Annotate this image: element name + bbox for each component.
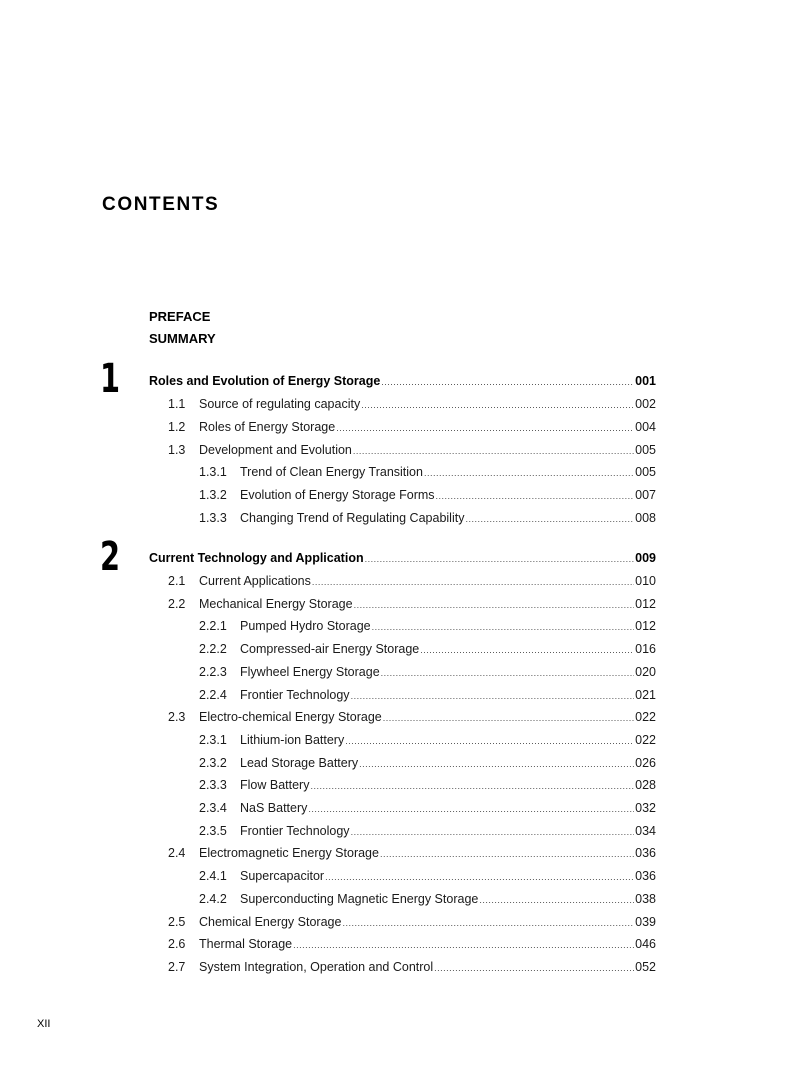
toc-number: 2.4.1 xyxy=(199,869,227,884)
toc-leader-dots xyxy=(325,868,634,885)
front-matter-summary[interactable]: SUMMARY xyxy=(149,331,216,346)
toc-leader-dots xyxy=(361,396,634,413)
toc-number: 2.3.2 xyxy=(199,755,227,770)
toc-subsection-row[interactable] xyxy=(199,464,656,481)
toc-section-row[interactable] xyxy=(168,573,656,590)
toc-title: Current Applications xyxy=(199,574,311,588)
toc-page: 001 xyxy=(635,374,656,388)
toc-number: 2.3.5 xyxy=(199,823,227,838)
toc-leader-dots xyxy=(434,959,634,976)
toc-leader-dots xyxy=(308,800,634,817)
toc-leader-dots xyxy=(342,914,634,931)
toc-page: 004 xyxy=(635,419,656,434)
toc-section-row[interactable] xyxy=(168,442,656,459)
toc-title: System Integration, Operation and Control xyxy=(199,959,434,974)
toc-leader-dots xyxy=(351,687,635,704)
toc-leader-dots xyxy=(380,845,634,862)
toc-section-row[interactable] xyxy=(168,845,656,862)
toc-number: 2.6 xyxy=(168,937,186,952)
toc-leader-dots xyxy=(381,373,634,390)
toc-subsection-row[interactable] xyxy=(199,891,656,908)
toc-title: Supercapacitor xyxy=(240,869,325,884)
toc-number: 1.1 xyxy=(168,397,186,411)
toc-subsection-row[interactable] xyxy=(199,800,656,817)
toc-leader-dots xyxy=(465,510,634,527)
toc-leader-dots xyxy=(365,550,635,567)
toc-page: 046 xyxy=(635,937,656,952)
toc-title: Frontier Technology xyxy=(240,687,350,702)
toc-subsection-row[interactable] xyxy=(199,732,656,749)
front-matter-preface[interactable]: PREFACE xyxy=(149,309,211,324)
toc-section-row[interactable] xyxy=(168,396,656,413)
toc-leader-dots xyxy=(424,464,634,481)
toc-title: Evolution of Energy Storage Forms xyxy=(240,488,435,502)
toc-leader-dots xyxy=(351,823,635,840)
toc-title: Mechanical Energy Storage xyxy=(199,596,353,611)
toc-number: 2.4.2 xyxy=(199,891,227,906)
page-number: XII xyxy=(37,1018,51,1030)
toc-page: 022 xyxy=(635,732,656,747)
toc-page: 026 xyxy=(635,755,656,770)
toc-page: 028 xyxy=(635,778,656,793)
toc-page: 020 xyxy=(635,664,656,679)
toc-section-row[interactable] xyxy=(168,596,656,613)
toc-page: 005 xyxy=(635,442,656,457)
chapter-number: 1 xyxy=(100,356,120,402)
toc-title: Frontier Technology xyxy=(240,823,350,838)
toc-chapter-row[interactable] xyxy=(149,550,656,567)
toc-page: 021 xyxy=(635,687,656,702)
toc-number: 1.3.2 xyxy=(199,488,227,502)
toc-page: 010 xyxy=(635,574,656,588)
toc-leader-dots xyxy=(310,777,634,794)
chapter-number: 2 xyxy=(100,534,120,580)
toc-title: Electromagnetic Energy Storage xyxy=(199,846,379,861)
toc-number: 1.3.3 xyxy=(199,510,227,525)
toc-title: Lead Storage Battery xyxy=(240,755,359,770)
toc-leader-dots xyxy=(345,732,634,749)
toc-title: Flow Battery xyxy=(240,778,310,793)
toc-title: Lithium-ion Battery xyxy=(240,732,345,747)
toc-subsection-row[interactable] xyxy=(199,510,656,527)
toc-page: 005 xyxy=(635,465,656,480)
toc-subsection-row[interactable] xyxy=(199,687,656,704)
toc-number: 2.3.1 xyxy=(199,732,227,747)
toc-page: 036 xyxy=(635,869,656,884)
toc-page: 022 xyxy=(635,710,656,725)
toc-leader-dots xyxy=(479,891,634,908)
toc-page: 012 xyxy=(635,619,656,634)
toc-leader-dots xyxy=(372,618,635,635)
toc-subsection-row[interactable] xyxy=(199,823,656,840)
toc-title: Roles of Energy Storage xyxy=(199,419,336,434)
toc-title: Pumped Hydro Storage xyxy=(240,619,371,634)
toc-subsection-row[interactable] xyxy=(199,868,656,885)
toc-page: 007 xyxy=(635,488,656,502)
toc-subsection-row[interactable] xyxy=(199,664,656,681)
toc-number: 1.2 xyxy=(168,419,186,434)
toc-number: 2.7 xyxy=(168,959,186,974)
toc-subsection-row[interactable] xyxy=(199,641,656,658)
toc-section-row[interactable] xyxy=(168,914,656,931)
toc-subsection-row[interactable] xyxy=(199,487,656,504)
toc-page: 052 xyxy=(635,959,656,974)
toc-leader-dots xyxy=(312,573,634,590)
toc-title: Electro-chemical Energy Storage xyxy=(199,710,382,725)
toc-section-row[interactable] xyxy=(168,936,656,953)
toc-number: 2.1 xyxy=(168,574,186,588)
toc-title: Current Technology and Application xyxy=(149,551,364,565)
toc-page: 012 xyxy=(635,596,656,611)
toc-page: 016 xyxy=(635,642,656,657)
toc-leader-dots xyxy=(293,936,634,953)
toc-title: NaS Battery xyxy=(240,801,308,815)
toc-section-row[interactable] xyxy=(168,959,656,976)
toc-title: Development and Evolution xyxy=(199,442,352,457)
toc-title: Changing Trend of Regulating Capability xyxy=(240,510,465,525)
toc-section-row[interactable] xyxy=(168,709,656,726)
toc-page: 038 xyxy=(635,891,656,906)
toc-leader-dots xyxy=(383,709,634,726)
toc-subsection-row[interactable] xyxy=(199,755,656,772)
toc-subsection-row[interactable] xyxy=(199,777,656,794)
toc-number: 2.3.4 xyxy=(199,801,227,815)
toc-number: 2.2.2 xyxy=(199,642,227,657)
toc-leader-dots xyxy=(353,442,634,459)
toc-title: Trend of Clean Energy Transition xyxy=(240,465,423,480)
toc-leader-dots xyxy=(354,596,635,613)
toc-leader-dots xyxy=(381,664,634,681)
toc-number: 1.3.1 xyxy=(199,465,227,480)
toc-page: 008 xyxy=(635,510,656,525)
toc-leader-dots xyxy=(420,641,634,658)
toc-number: 1.3 xyxy=(168,442,186,457)
toc-title: Compressed-air Energy Storage xyxy=(240,642,420,657)
toc-number: 2.2.4 xyxy=(199,687,227,702)
toc-leader-dots xyxy=(336,419,634,436)
toc-chapter-row[interactable] xyxy=(149,373,656,390)
toc-number: 2.4 xyxy=(168,846,186,861)
toc-number: 2.3.3 xyxy=(199,778,227,793)
toc-title: Superconducting Magnetic Energy Storage xyxy=(240,891,479,906)
toc-page: 039 xyxy=(635,914,656,929)
toc-page: 036 xyxy=(635,846,656,861)
toc-page: 034 xyxy=(635,823,656,838)
toc-page: 032 xyxy=(635,801,656,815)
toc-number: 2.2.3 xyxy=(199,664,227,679)
toc-title: Chemical Energy Storage xyxy=(199,914,342,929)
toc-number: 2.2 xyxy=(168,596,186,611)
toc-title: Source of regulating capacity xyxy=(199,397,361,411)
toc-title: Thermal Storage xyxy=(199,937,293,952)
toc-number: 2.3 xyxy=(168,710,186,725)
toc-page: 009 xyxy=(635,551,656,565)
toc-leader-dots xyxy=(436,487,635,504)
toc-number: 2.5 xyxy=(168,914,186,929)
toc-leader-dots xyxy=(359,755,634,772)
toc-number: 2.2.1 xyxy=(199,619,227,634)
toc-page: 002 xyxy=(635,397,656,411)
toc-title: Flywheel Energy Storage xyxy=(240,664,380,679)
toc-title: Roles and Evolution of Energy Storage xyxy=(149,374,381,388)
toc-subsection-row[interactable] xyxy=(199,618,656,635)
toc-section-row[interactable] xyxy=(168,419,656,436)
page-title: CONTENTS xyxy=(102,194,220,215)
